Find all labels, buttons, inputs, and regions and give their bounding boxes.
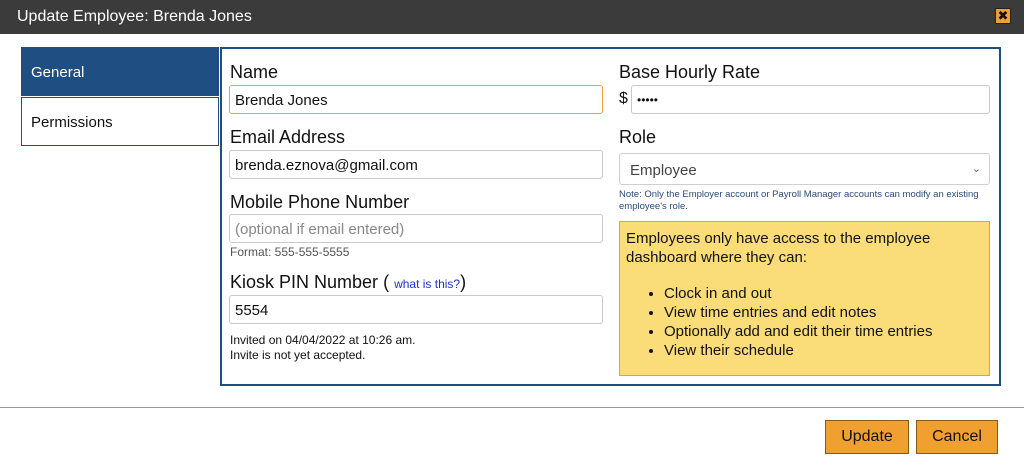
dialog-title: Update Employee: Brenda Jones	[17, 8, 252, 25]
tab-general[interactable]: General	[21, 47, 219, 96]
hourly-rate-input[interactable]: •••••	[631, 85, 990, 114]
list-item: • View their schedule	[664, 341, 983, 360]
mobile-format-hint: Format: 555-555-5555	[230, 245, 350, 259]
dialog-titlebar	[0, 0, 1024, 34]
rate-label: Base Hourly Rate	[619, 62, 761, 82]
cancel-button[interactable]: Cancel	[916, 420, 998, 454]
list-item: • View time entries and edit notes	[664, 303, 983, 322]
chevron-down-icon: ⌄	[971, 163, 981, 175]
role-info-box	[619, 221, 990, 376]
tab-permissions[interactable]: Permissions	[21, 97, 219, 146]
list-item: • Optionally add and edit their time entries	[664, 322, 983, 341]
update-button[interactable]: Update	[825, 420, 909, 454]
close-icon[interactable]: ✖	[995, 8, 1011, 24]
role-label: Role	[619, 127, 657, 147]
footer-divider	[0, 407, 1024, 408]
kiosk-paren-close: )	[460, 272, 467, 292]
role-note: Note: Only the Employer account or Payroll Manager accounts can modify an existing employee's role.	[619, 189, 979, 212]
mobile-label: Mobile Phone Number	[230, 192, 410, 212]
invite-date-text: Invited on 04/04/2022 at 10:26 am.	[230, 333, 416, 347]
info-list	[626, 284, 983, 360]
name-input[interactable]: Brenda Jones	[229, 85, 603, 114]
kiosk-paren-open: (	[383, 272, 390, 292]
what-is-this-link[interactable]: what is this?	[394, 277, 461, 291]
kiosk-label	[230, 272, 466, 293]
role-selected-value: Employee	[630, 162, 697, 179]
currency-symbol: $	[619, 90, 628, 107]
email-input[interactable]: brenda.eznova@gmail.com	[229, 150, 603, 179]
kiosk-label-text: Kiosk PIN Number	[230, 272, 379, 292]
mobile-input[interactable]: (optional if email entered)	[229, 214, 603, 243]
name-label: Name	[230, 62, 279, 82]
list-item: • Clock in and out	[664, 284, 983, 303]
kiosk-pin-input[interactable]: 5554	[229, 295, 603, 324]
role-select[interactable]	[619, 153, 990, 185]
email-label: Email Address	[230, 127, 346, 147]
info-intro: Employees only have access to the employee dashboard where they can:	[626, 230, 931, 266]
invite-status-text: Invite is not yet accepted.	[230, 348, 366, 362]
